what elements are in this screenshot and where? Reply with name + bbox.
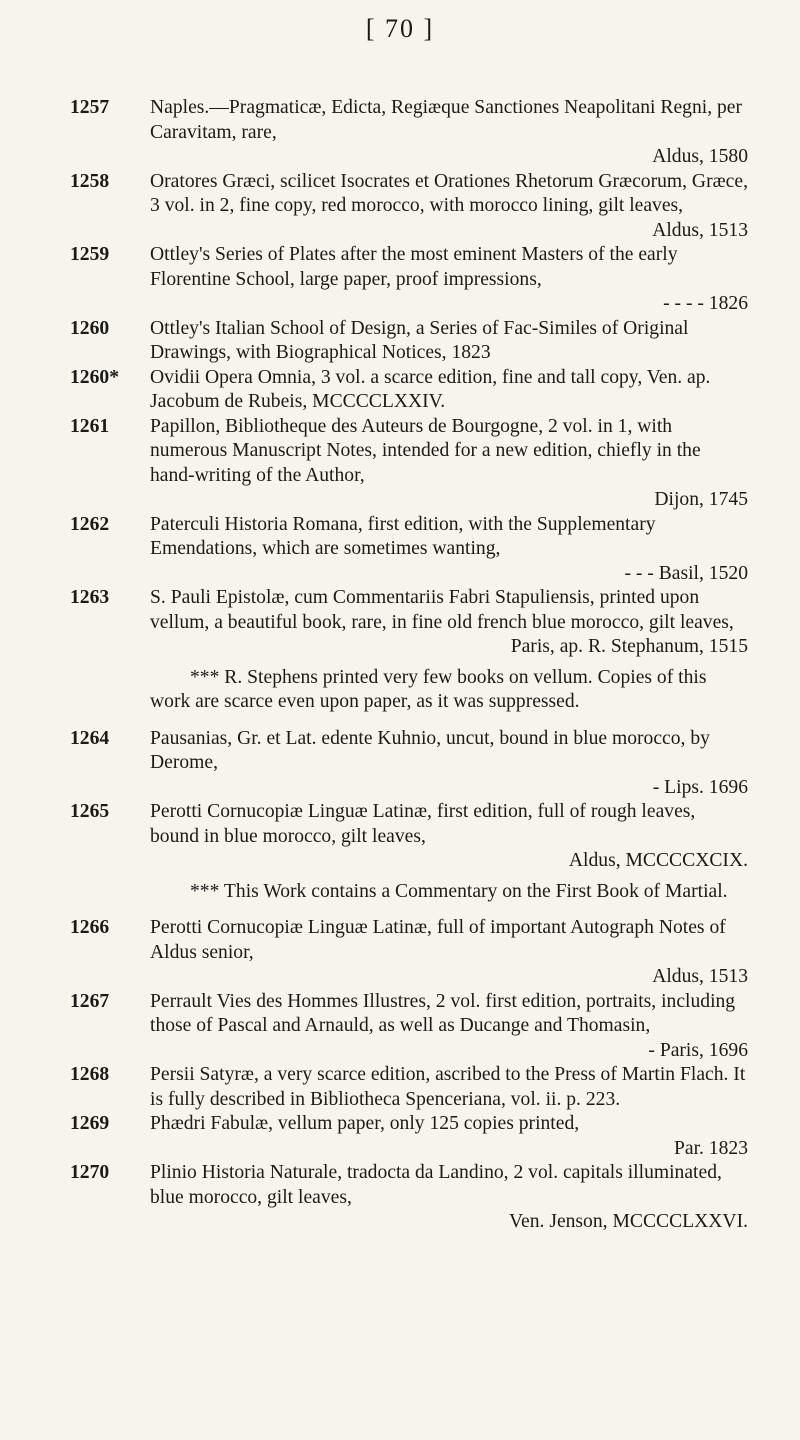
entry-text: Ottley's Series of Plates after the most eminent Masters of the early Florentine School, large paper, proof impressions, [150,244,678,290]
entry-imprint: Paris, ap. R. Stephanum, 1515 [510,636,748,657]
lot-number: 1270 [70,1162,110,1183]
lot-number: 1265 [70,801,110,822]
entry-imprint: - Lips. 1696 [652,776,748,798]
lot-number: 1257 [70,97,110,118]
entry-1259 [70,243,748,317]
lot-number: 1262 [70,513,110,535]
entry-text: Perrault Vies des Hommes Illustres, 2 vol. first edition, portraits, including those of Pascal and Arnauld, as well as Ducange and Thomasin, [150,990,736,1036]
note-1265: *** This Work contains a Commentary on the First Book of Martial. [190,880,728,902]
entry-imprint: Dijon, 1745 [654,489,748,510]
entry-imprint: - Paris, 1696 [648,1039,748,1061]
entry-1269 [70,1112,748,1161]
entry-1262 [70,513,748,587]
entry-text: Phædri Fabulæ, vellum paper, only 125 copies printed, [150,1113,580,1134]
entry-text: Persii Satyræ, a very scarce edition, ascribed to the Press of Martin Flach. It is fully described in Bibliotheca Spenceriana, vol. ii. p. 223. [150,1064,746,1110]
lot-number: 1260* [70,366,119,388]
entry-1265 [70,800,748,874]
page-number: [ 70 ] [365,14,435,43]
entry-text: Perotti Cornucopiæ Linguæ Latinæ, first edition, full of rough leaves, bound in blue morocco, gilt leaves, [150,801,696,847]
entry-text: Ovidii Opera Omnia, 3 vol. a scarce edition, fine and tall copy, Ven. ap. Jacobum de Rubeis, MCCCCLXXIV. [150,366,711,412]
entry-imprint: Aldus, 1580 [652,146,748,167]
entry-text: Ottley's Italian School of Design, a Series of Fac-Similes of Original Drawings, with Biographical Notices, 1823 [150,317,689,363]
lot-number: 1267 [70,990,110,1012]
entry-text: Oratores Græci, scilicet Isocrates et Orationes Rhetorum Græcorum, Græce, 3 vol. in 2, fine copy, red morocco, with morocco lining, gilt leaves, [150,170,748,216]
entry-list [70,96,748,1235]
lot-number: 1260 [70,317,110,339]
entry-1266 [70,916,748,990]
lot-number: 1268 [70,1064,110,1085]
note-1263: *** R. Stephens printed very few books on vellum. Copies of this work are scarce even upon paper, as it was suppressed. [150,666,707,712]
entry-1267 [70,990,748,1064]
entry-imprint: Aldus, 1513 [652,966,748,987]
entry-1264 [70,727,748,801]
entry-imprint: Aldus, MCCCCXCIX. [568,850,748,871]
entry-1270 [70,1161,748,1235]
entry-imprint: Ven. Jenson, MCCCCLXXVI. [509,1211,748,1232]
entry-text: S. Pauli Epistolæ, cum Commentariis Fabri Stapuliensis, printed upon vellum, a beautiful book, rare, in fine old french blue morocco, gilt leaves, [150,587,734,633]
entry-1257 [70,96,748,170]
entry-imprint: - - - Basil, 1520 [624,562,748,584]
entry-1258 [70,170,748,244]
entry-1268 [70,1063,748,1112]
entry-imprint: Par. 1823 [673,1137,748,1159]
entry-text: Perotti Cornucopiæ Linguæ Latinæ, full of important Autograph Notes of Aldus senior, [150,917,726,963]
lot-number: 1263 [70,587,110,608]
lot-number: 1261 [70,415,110,437]
entry-imprint: - - - - 1826 [663,293,748,314]
entry-text: Plinio Historia Naturale, tradocta da Landino, 2 vol. capitals illuminated, blue morocco, gilt leaves, [150,1162,722,1208]
entry-text: Naples.—Pragmaticæ, Edicta, Regiæque Sanctiones Neapolitani Regni, per Caravitam, rare, [150,97,743,143]
entry-imprint: Aldus, 1513 [652,219,748,241]
entry-text: Paterculi Historia Romana, first edition, with the Supplementary Emendations, which are sometimes wanting, [150,513,656,559]
entry-1260-star [70,366,748,415]
entry-text: Pausanias, Gr. et Lat. edente Kuhnio, uncut, bound in blue morocco, by Derome, [150,727,710,773]
entry-text: Papillon, Bibliotheque des Auteurs de Bourgogne, 2 vol. in 1, with numerous Manuscript Notes, intended for a new edition, chiefly in the hand-writing of the Author, [150,415,701,486]
lot-number: 1266 [70,917,110,938]
entry-1261 [70,415,748,513]
lot-number: 1259 [70,244,110,265]
lot-number: 1269 [70,1113,110,1134]
lot-number: 1264 [70,727,110,749]
entry-1260 [70,317,748,366]
lot-number: 1258 [70,170,110,192]
entry-1263 [70,586,748,660]
